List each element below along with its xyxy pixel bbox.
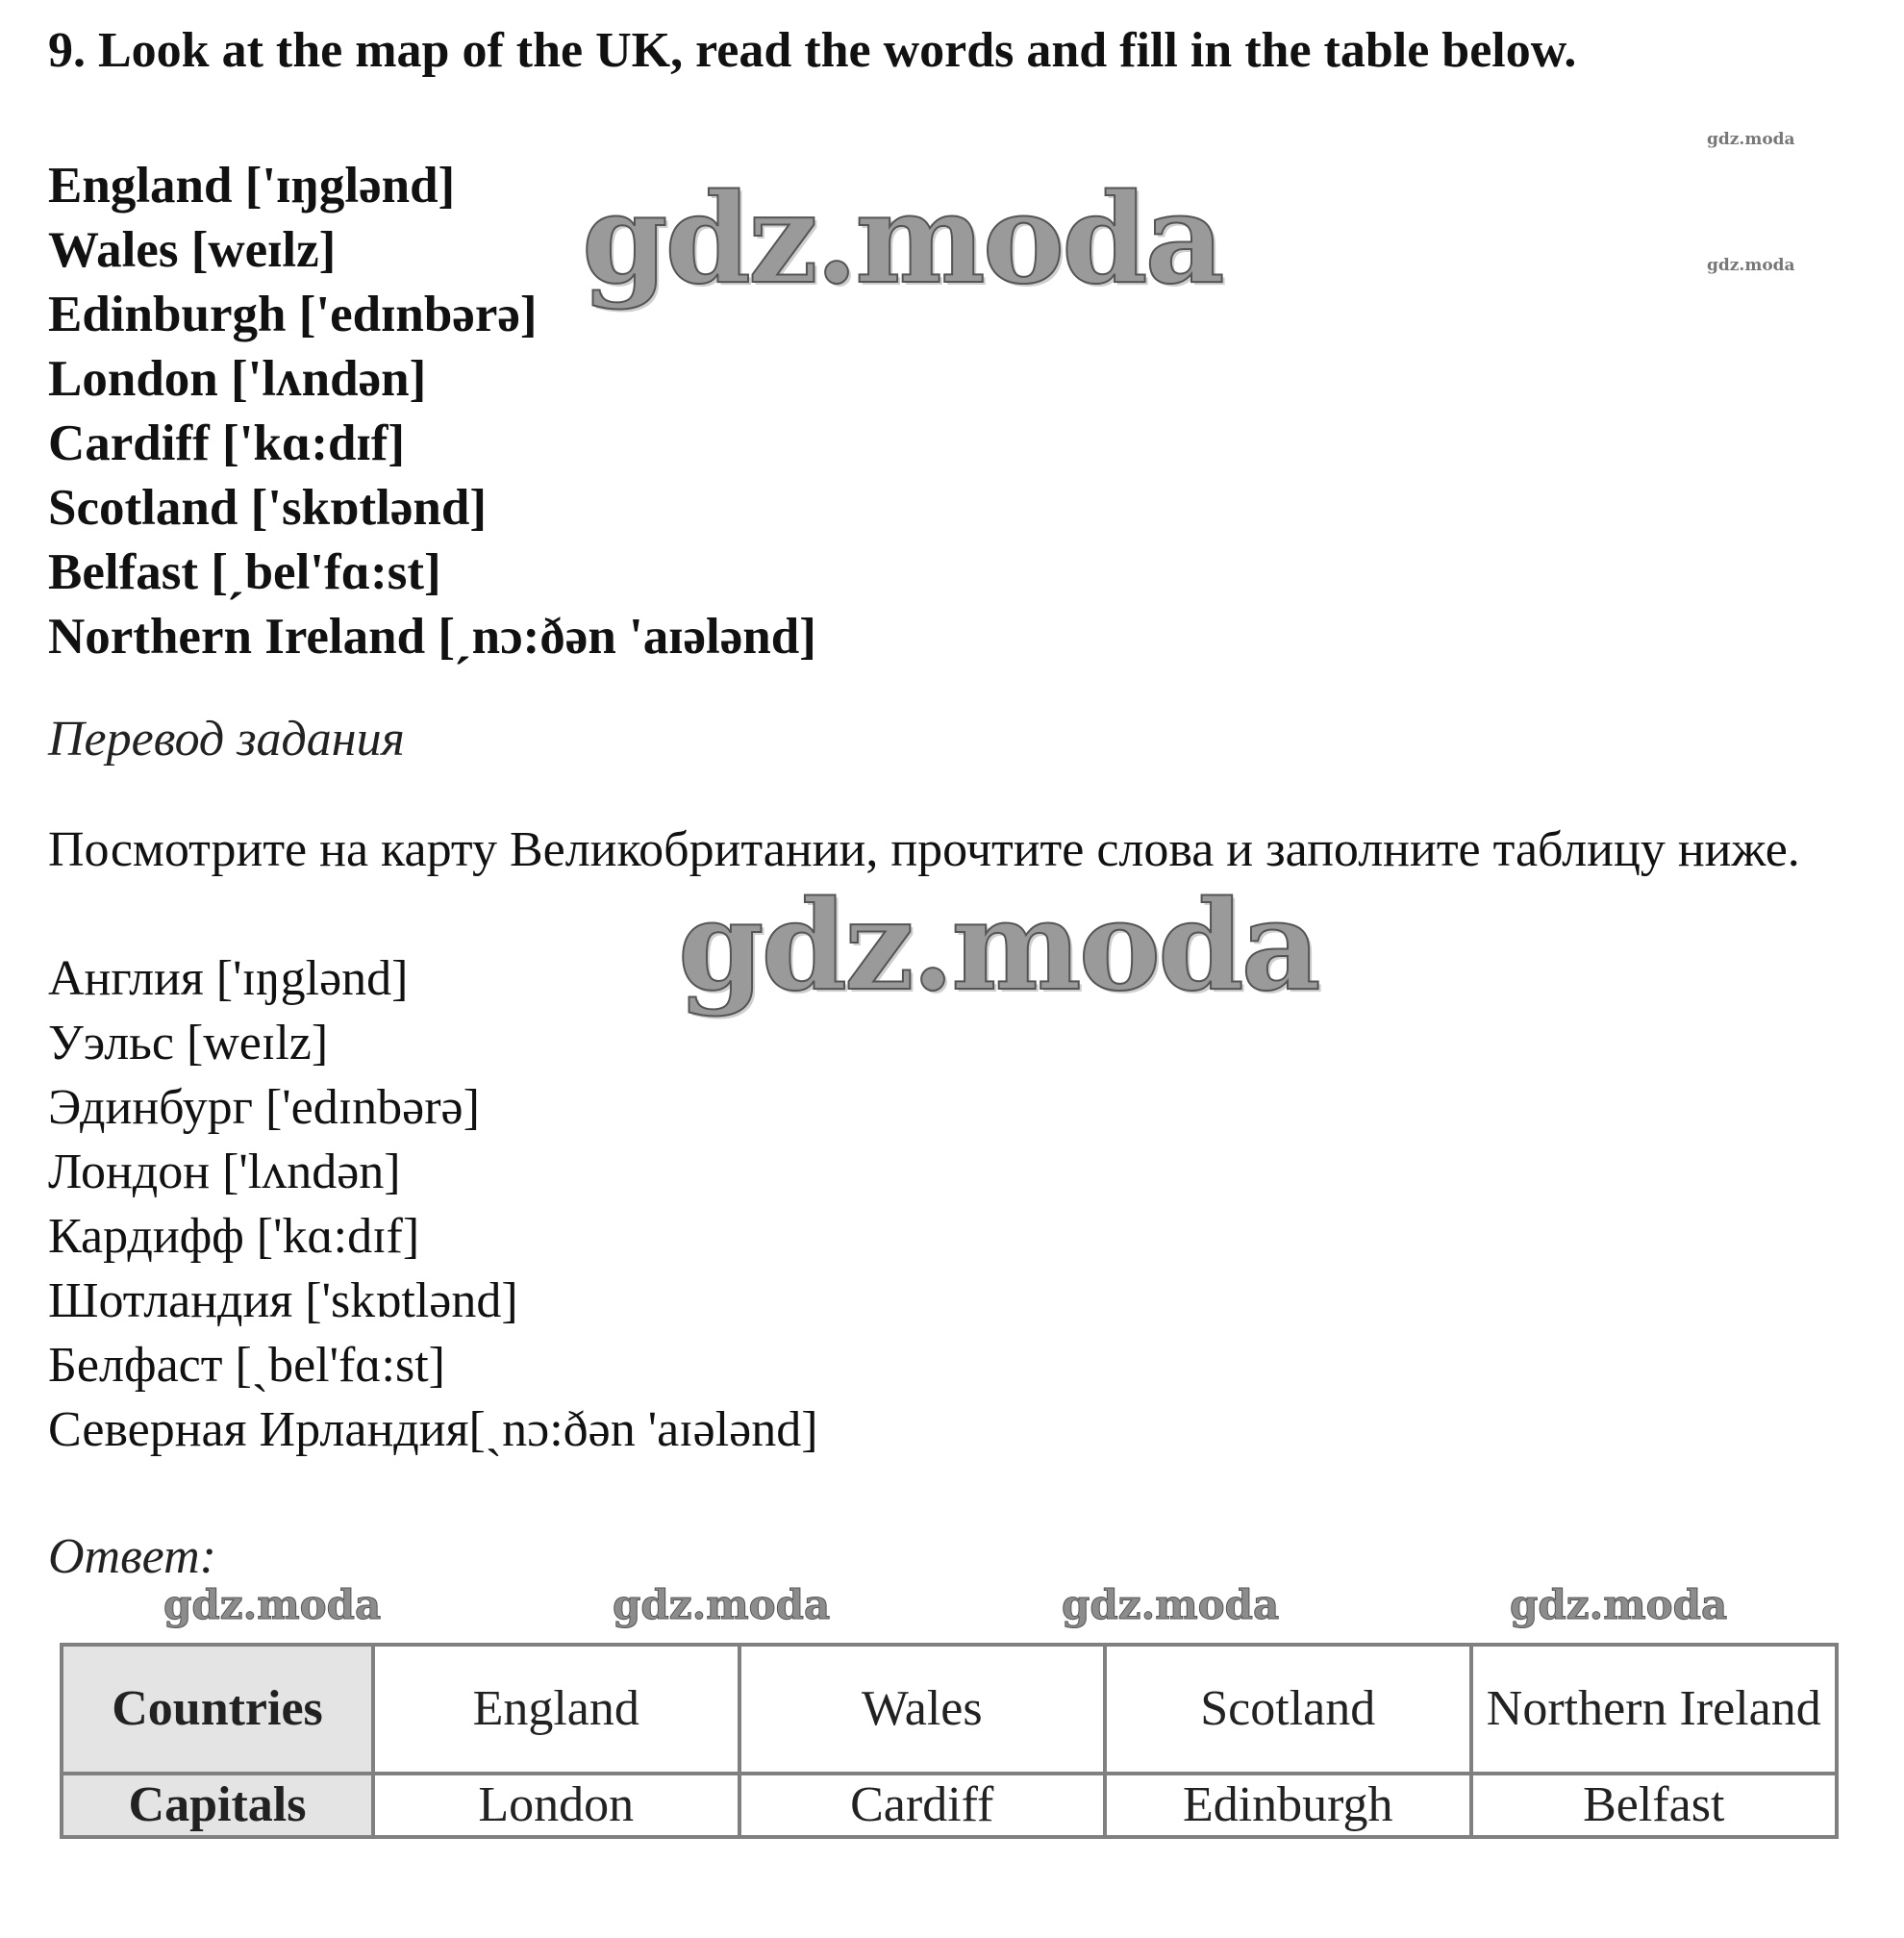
table-cell: London [373,1774,739,1837]
answer-table [60,1643,1839,1839]
translation-word-item: Лондон ['lʌndən] [48,1145,401,1199]
task-title: 9. Look at the map of the UK, read the words and fill in the table below. [48,23,1577,78]
translation-word-item: Эдинбург ['edɪnbərə] [48,1080,480,1135]
translation-word-item: Кардифф ['kɑ:dɪf] [48,1209,420,1264]
word-item: London ['lʌndən] [48,351,427,407]
table-cell: Scotland [1105,1645,1471,1774]
answer-heading: Ответ: [48,1529,216,1584]
table-row-countries [62,1645,1837,1774]
word-item: Edinburgh ['edɪnbərə] [48,287,538,342]
word-item: Belfast [ˏbel'fɑ:st] [48,544,441,600]
table-cell: England [373,1645,739,1774]
translation-word-item: Шотландия ['skɒtlənd] [48,1273,518,1328]
row-header-capitals: Capitals [62,1774,373,1837]
watermark: gdz.moda [613,1581,831,1628]
row-header-countries: Countries [62,1645,373,1774]
word-item: Scotland ['skɒtlənd] [48,480,488,536]
word-item: Northern Ireland [ˏnɔ:ðən 'aɪələnd] [48,609,816,665]
translation-word-item: Северная Ирландия[ˏnɔ:ðən 'aɪələnd] [48,1402,818,1457]
table-cell: Edinburgh [1105,1774,1471,1837]
translation-word-item: Англия ['ɪŋglənd] [48,951,409,1006]
table-cell: Wales [739,1645,1106,1774]
table-row-capitals [62,1774,1837,1837]
watermark: gdz.moda [582,167,1222,312]
word-item: Wales [weɪlz] [48,222,337,278]
word-item: England ['ɪŋglənd] [48,158,456,214]
watermark: gdz.moda [1707,256,1795,275]
table-cell: Belfast [1471,1774,1838,1837]
translation-word-item: Белфаст [ˏbel'fɑ:st] [48,1338,445,1393]
watermark-row [163,1581,1779,1633]
watermark: gdz.moda [1707,130,1795,149]
watermark: gdz.moda [678,874,1318,1019]
watermark: gdz.moda [1510,1581,1728,1628]
translation-heading: Перевод задания [48,712,405,767]
watermark: gdz.moda [1062,1581,1280,1628]
translation-text: Посмотрите на карту Великобритании, прочтите слова и заполните таблицу ниже. [48,822,1800,877]
word-item: Cardiff ['kɑ:dɪf] [48,415,406,471]
translation-word-list [48,946,818,1462]
watermark: gdz.moda [163,1581,382,1628]
table-cell: Northern Ireland [1471,1645,1838,1774]
translation-word-item: Уэльс [weɪlz] [48,1016,329,1070]
table-cell: Cardiff [739,1774,1106,1837]
